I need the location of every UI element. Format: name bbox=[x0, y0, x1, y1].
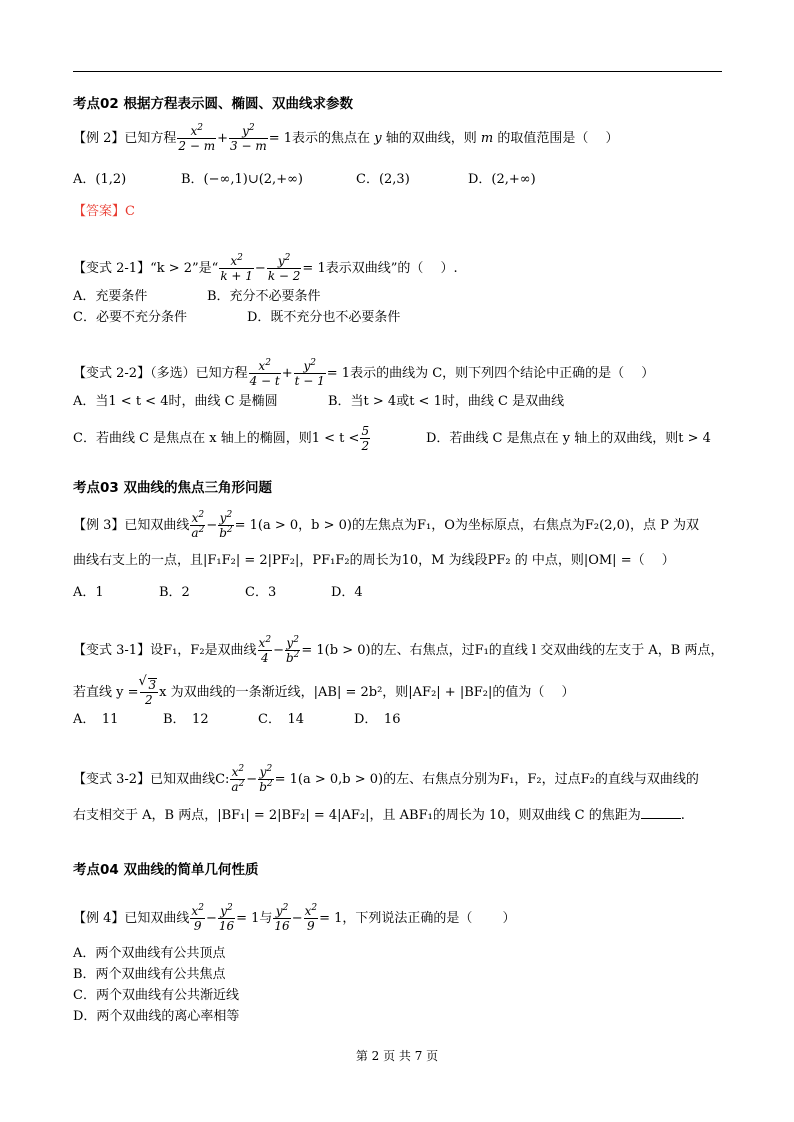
example-4-option-d: D．两个双曲线的离心率相等 bbox=[73, 1009, 240, 1024]
variant-3-2-question: 【变式 3-2】已知双曲线C: $\frac{x^2}{a^2}$ − $\frac{y^2}{b^2}$ = 1(a > 0,b > 0)的左、右焦点分别为F₁，F₂，过点F₂的直线与双曲线的 bbox=[73, 764, 699, 794]
option-d: D．(2,+∞) bbox=[468, 172, 536, 187]
variant-3-1-question-line2: 若直线 y = √ $\frac{3}{2}$ x 为双曲线的一条渐近线，|AB| = 2b²，则|AF₂| + |BF₂|的值为（ ） bbox=[73, 678, 575, 707]
variant-3-2-question-line2: 右支相交于 A，B 两点，|BF₁| = 2|BF₂| = 4|AF₂|，且 ABF₁的周长为 10，则双曲线 C 的焦距为 . bbox=[73, 808, 685, 823]
example-4-option-c: C．两个双曲线有公共渐近线 bbox=[73, 988, 239, 1003]
section-03-title: 考点03 双曲线的焦点三角形问题 bbox=[73, 480, 272, 496]
header-rule bbox=[73, 71, 722, 72]
example-4-option-b: B．两个双曲线有公共焦点 bbox=[73, 967, 226, 982]
example-3-question: 【例 3】已知双曲线 $\frac{x^2}{a^2}$ − $\frac{y^2}{b^2}$ = 1(a > 0，b > 0)的左焦点为F₁，O为坐标原点，右焦点为F₂(2,0)，点 P 为双 bbox=[73, 510, 699, 540]
option-c: C．(2,3) bbox=[356, 172, 410, 187]
example-2-options bbox=[73, 172, 536, 188]
example-4-question: 【例 4】已知双曲线 $\frac{x^2}{9}$ − $\frac{y^2}{16}$ = 1与 $\frac{y^2}{16}$ − $\frac{x^2}{9}$ = 1，下列说法正确的是（ ） bbox=[73, 903, 516, 933]
example-3-options: A．1 B．2 C．3 D．4 bbox=[73, 585, 363, 600]
section-04-title: 考点04 双曲线的简单几何性质 bbox=[73, 862, 259, 878]
variant-3-1-options: A． 11 B． 12 C． 14 D． 16 bbox=[73, 712, 401, 727]
variant-2-2-question: 【变式 2-2】（多选）已知方程 $\frac{x^2}{4 - t}$ + $\frac{y^2}{t - 1}$ = 1表示的曲线为 C，则下列四个结论中正确的是（ ） bbox=[73, 358, 655, 388]
page-footer: 第 2 页 共 7 页 bbox=[355, 1049, 439, 1063]
fraction-y2: $\frac{y^2}{3 - m}$ bbox=[230, 123, 267, 153]
answer: 【答案】C bbox=[73, 204, 135, 219]
section-02-title: 考点02 根据方程表示圆、椭圆、双曲线求参数 bbox=[73, 96, 353, 112]
example-4-option-a: A．两个双曲线有公共顶点 bbox=[73, 946, 226, 961]
variant-2-1-question: 【变式 2-1】“k > 2”是“ $\frac{x^2}{k + 1}$ − $\frac{y^2}{k - 2}$ = 1表示双曲线”的（ ）. bbox=[73, 253, 458, 283]
variant-2-1-options-row1: A．充要条件 B．充分不必要条件 bbox=[73, 289, 321, 304]
answer-blank bbox=[641, 818, 681, 819]
example-2-question: 【例 2】已知方程 $\frac{x^2}{2 - m}$ + $\frac{y^2}{3 - m}$ = 1表示的焦点在 y 轴的双曲线，则 m 的取值范围是（ ） bbox=[73, 123, 619, 153]
option-a: A．(1,2) bbox=[73, 172, 127, 187]
variant-2-2-options-row2: C．若曲线 C 是焦点在 x 轴上的椭圆，则1 < t < $\frac{5}{2}$ D．若曲线 C 是焦点在 y 轴上的双曲线，则t > 4 bbox=[73, 424, 711, 453]
variant-2-2-options-row1: A．当1 < t < 4时，曲线 C 是椭圆 B．当t > 4或t < 1时，曲线 C 是双曲线 bbox=[73, 394, 565, 409]
example-3-question-line2: 曲线右支上的一点，且|F₁F₂| = 2|PF₂|，PF₁F₂的周长为10，M 为线段PF₂ 的 中点，则|OM| =（ ） bbox=[73, 553, 675, 568]
fraction-x2: $\frac{x^2}{2 - m}$ bbox=[178, 123, 216, 153]
option-b: B．(−∞,1)∪(2,+∞) bbox=[181, 172, 303, 187]
variant-2-1-options-row2: C．必要不充分条件 D．既不充分也不必要条件 bbox=[73, 310, 401, 325]
variant-3-1-question: 【变式 3-1】设F₁，F₂是双曲线 $\frac{x^2}{4}$ − $\frac{y^2}{b^2}$ = 1(b > 0)的左、右焦点，过F₁的直线 l 交双曲线的左支于 A，B 两点， bbox=[73, 635, 724, 665]
